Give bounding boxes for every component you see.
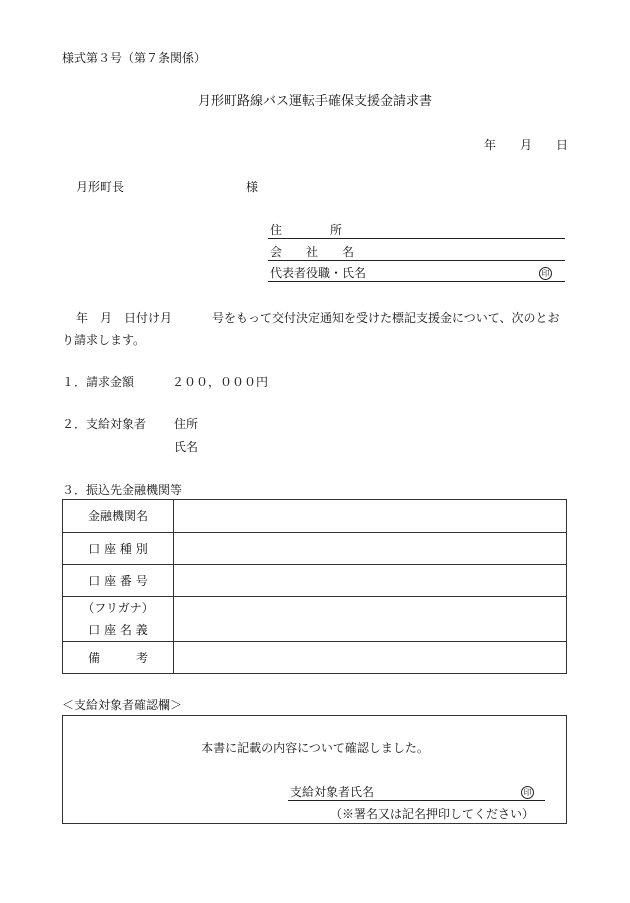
table-row (63, 533, 567, 565)
addressee-honorific: 様 (246, 180, 259, 194)
applicant-address-label: 住 所 (270, 223, 343, 237)
account-holder-furigana-label: （フリガナ） (82, 601, 154, 615)
signature-note: （※署名又は記名押印してください） (330, 807, 535, 821)
applicant-representative-line (268, 281, 565, 282)
signature-seal-icon: 印 (521, 786, 534, 799)
applicant-address-line (268, 238, 565, 239)
table-row (63, 500, 567, 533)
date-day: 日 (556, 138, 569, 152)
date-year: 年 (484, 138, 497, 152)
account-holder-label (63, 597, 174, 642)
body-date-reference: 年 月 日付け月 (76, 311, 173, 325)
signature-line[interactable] (288, 800, 545, 801)
account-number-field[interactable] (174, 565, 567, 597)
seal-mark-icon: 印 (539, 267, 552, 280)
applicant-company-line (268, 260, 565, 261)
addressee-name: 月形町長 (76, 180, 125, 194)
amount-label: １．請求金額 (62, 375, 135, 389)
form-number: 様式第３号（第７条関係） (62, 51, 207, 65)
confirmation-heading: ＜支給対象者確認欄＞ (62, 698, 183, 712)
account-holder-name-label: 口 座 名 義 (88, 623, 148, 637)
signature-label: 支給対象者氏名 (290, 785, 375, 799)
bank-name-field[interactable] (174, 500, 567, 533)
document-title: 月形町路線バス運転手確保支援金請求書 (197, 94, 432, 109)
account-type-label: 口 座 種 別 (63, 533, 174, 565)
recipient-address-label: 住所 (174, 417, 199, 431)
remarks-label: 備 考 (63, 642, 174, 674)
bank-name-label: 金融機関名 (63, 500, 174, 533)
account-holder-field[interactable] (174, 597, 567, 642)
body-closing-text: り請求します。 (62, 333, 146, 347)
account-number-label: 口 座 番 号 (63, 565, 174, 597)
table-row (63, 642, 567, 674)
remarks-field[interactable] (174, 642, 567, 674)
date-month: 月 (520, 138, 533, 152)
table-row (63, 597, 567, 642)
recipient-name-label: 氏名 (174, 440, 199, 454)
recipient-label: ２．支給対象者 (62, 417, 147, 431)
body-notification-text: 号をもって交付決定通知を受けた標記支援金について、次のとお (212, 311, 560, 325)
bank-details-table (62, 499, 567, 674)
amount-value: ２００，０００円 (172, 375, 269, 389)
bank-heading: ３．振込先金融機関等 (62, 483, 183, 497)
account-type-field[interactable] (174, 533, 567, 565)
applicant-company-label: 会 社 名 (270, 245, 355, 259)
applicant-representative-label: 代表者役職・氏名 (270, 266, 367, 280)
confirmation-statement: 本書に記載の内容について確認しました。 (201, 741, 429, 755)
table-row (63, 565, 567, 597)
